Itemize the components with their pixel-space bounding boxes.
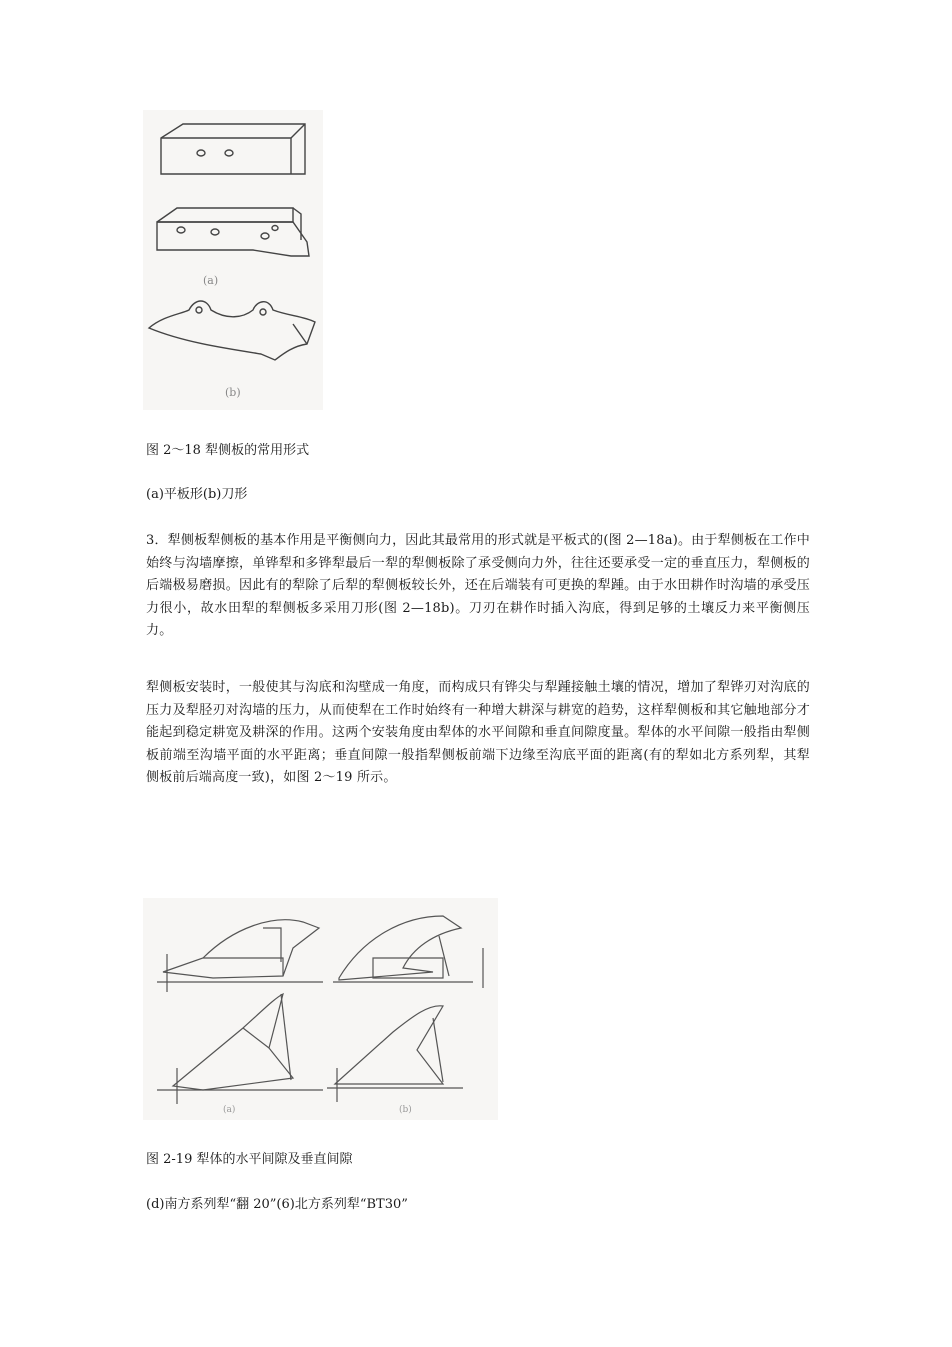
figure-2-18-label-a: (a)	[203, 274, 219, 287]
figure-2-19-label-a: (a)	[223, 1105, 236, 1115]
figure-2-18-subcaption: (a)平板形(b)刀形	[146, 487, 248, 502]
figure-2-19-image	[143, 898, 498, 1120]
figure-2-18-caption: 图 2～18 犁侧板的常用形式	[146, 443, 310, 458]
figure-2-19-label-b: (b)	[399, 1105, 412, 1115]
figure-2-19-caption: 图 2-19 犁体的水平间隙及垂直间隙	[146, 1152, 353, 1167]
figure-2-19-subcaption: (d)南方系列犁“翻 20”(6)北方系列犁“BT30”	[146, 1197, 408, 1212]
paragraph-landside-function: 3．犁侧板犁侧板的基本作用是平衡侧向力，因此其最常用的形式就是平板式的(图 2—18a)。由于犁侧板在工作中始终与沟墙摩擦，单铧犁和多铧犁最后一犁的犁侧板除了承受侧向力外，往往还要承受一定的垂直压力，犁侧板的后端极易磨损。因此有的犁除了后犁的犁侧板较长外，还在后端装有可更换的犁踵。由于水田耕作时沟墙的承受压力很小，故水田犁的犁侧板多采用刀形(图 2—18b)。刀刃在耕作时插入沟底，得到足够的土壤反力来平衡侧压力。	[146, 533, 810, 638]
paragraph-landside-installation: 犁侧板安装时，一般使其与沟底和沟壁成一角度，而构成只有铧尖与犁踵接触土壤的情况，增加了犁铧刃对沟底的压力及犁胫刃对沟墙的压力，从而使犁在工作时始终有一种增大耕深与耕宽的趋势，这样犁侧板和其它触地部分才能起到稳定耕宽及耕深的作用。这两个安装角度由犁体的水平间隙和垂直间隙度量。犁体的水平间隙一般指由犁侧板前端至沟墙平面的水平距离；垂直间隙一般指犁侧板前端下边缘至沟底平面的距离(有的犁如北方系列犁，其犁侧板前后端高度一致)，如图 2～19 所示。	[146, 680, 810, 785]
figure-2-18-image	[143, 110, 323, 410]
figure-2-18-label-b: (b)	[225, 386, 241, 399]
